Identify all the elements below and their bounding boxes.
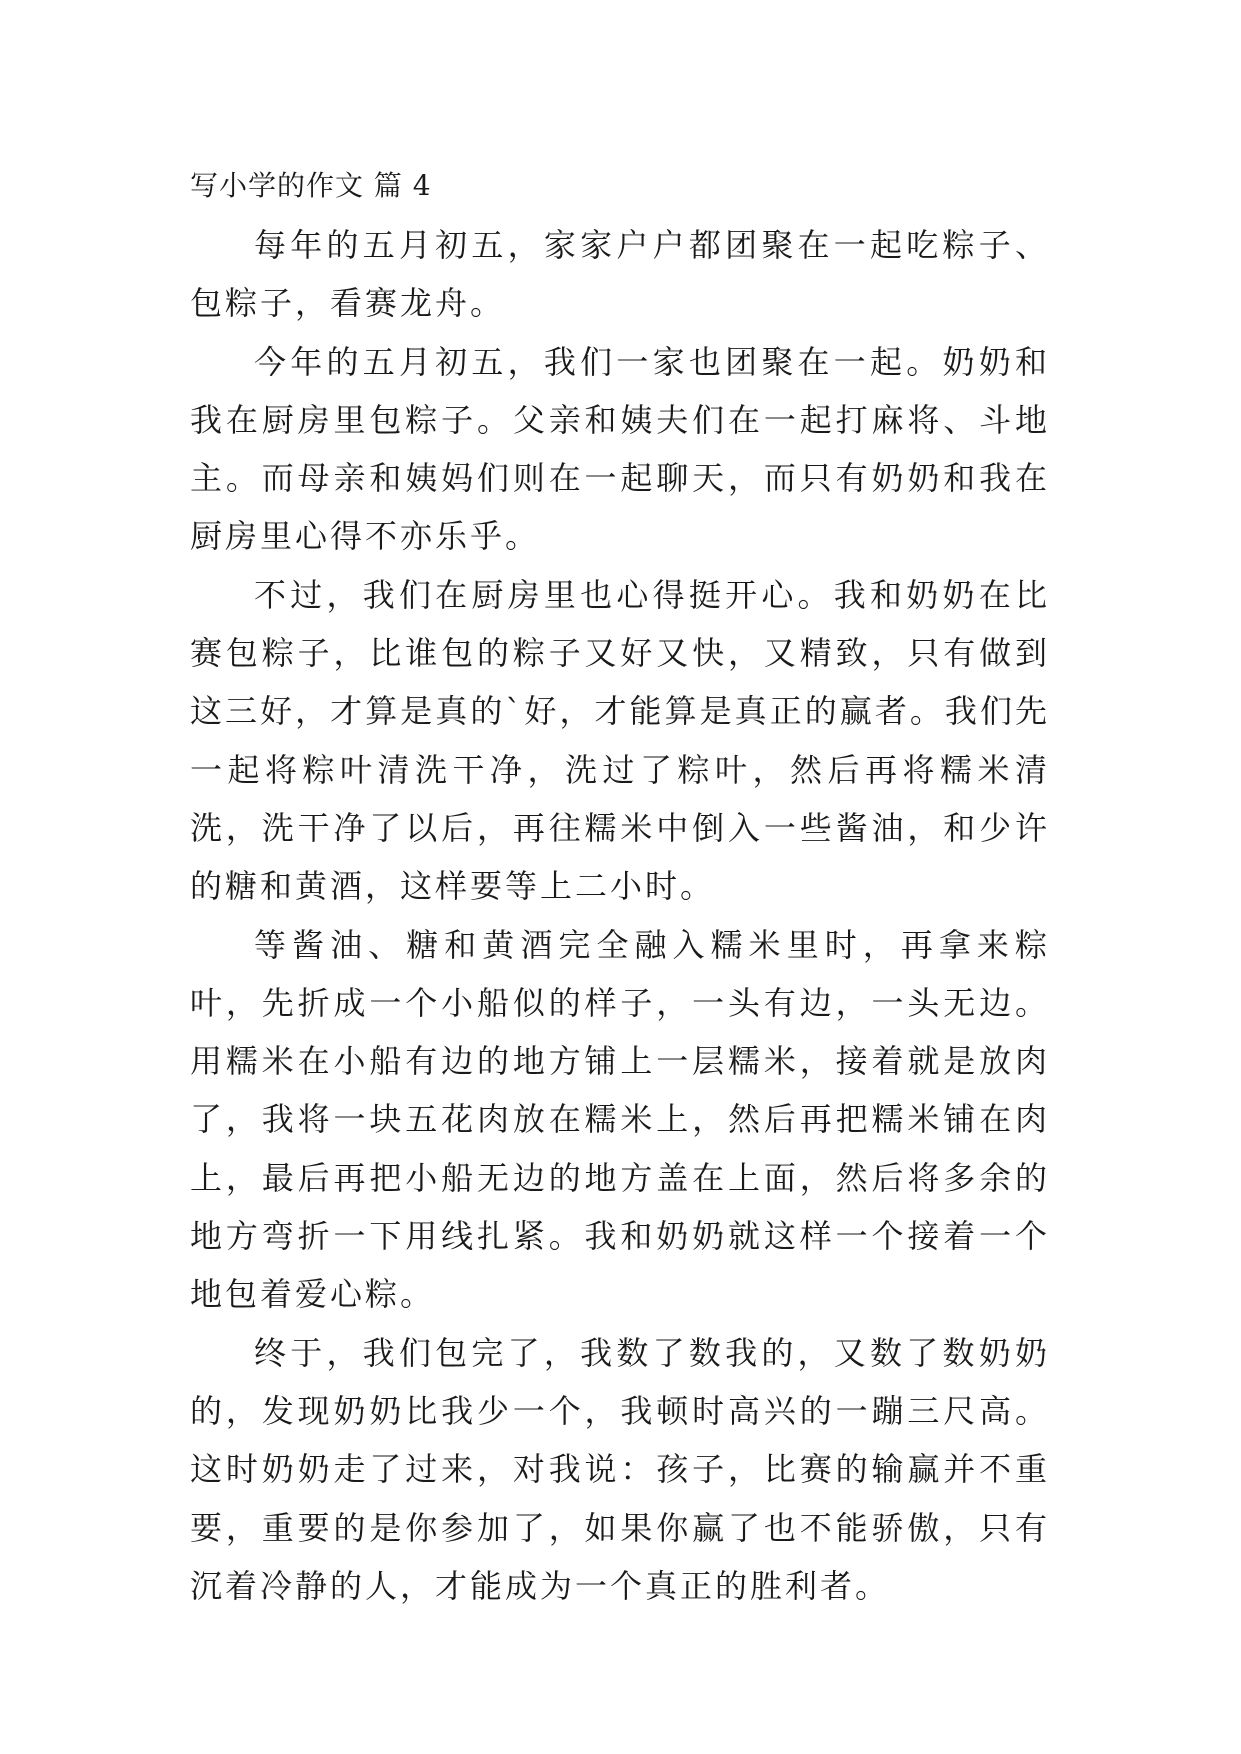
paragraph-5: 终于，我们包完了，我数了数我的，又数了数奶奶的，发现奶奶比我少一个，我顿时高兴的一蹦三尺高。这时奶奶走了过来，对我说：孩子，比赛的输赢并不重要，重要的是你参加了，如果你赢了也不能骄傲，只有沉着冷静的人，才能成为一个真正的胜利者。	[190, 1333, 1050, 1605]
document-body	[190, 164, 1050, 1615]
document-title: 写小学的作文 篇 4	[190, 169, 432, 202]
paragraph-4: 等酱油、糖和黄酒完全融入糯米里时，再拿来粽叶，先折成一个小船似的样子，一头有边，一头无边。用糯米在小船有边的地方铺上一层糯米，接着就是放肉了，我将一块五花肉放在糯米上，然后再把糯米铺在肉上，最后再把小船无边的地方盖在上面，然后将多余的地方弯折一下用线扎紧。我和奶奶就这样一个接着一个地包着爱心粽。	[190, 925, 1050, 1314]
paragraph-2: 今年的五月初五，我们一家也团聚在一起。奶奶和我在厨房里包粽子。父亲和姨夫们在一起打麻将、斗地主。而母亲和姨妈们则在一起聊天，而只有奶奶和我在厨房里心得不亦乐乎。	[190, 342, 1050, 556]
paragraph-3: 不过，我们在厨房里也心得挺开心。我和奶奶在比赛包粽子，比谁包的粽子又好又快，又精致，只有做到这三好，才算是真的`好，才能算是真正的赢者。我们先一起将粽叶清洗干净，洗过了粽叶，然后再将糯米清洗，洗干净了以后，再往糯米中倒入一些酱油，和少许的糖和黄酒，这样要等上二小时。	[190, 575, 1050, 906]
paragraph-1: 每年的五月初五，家家户户都团聚在一起吃粽子、包粽子，看赛龙舟。	[190, 226, 1050, 323]
